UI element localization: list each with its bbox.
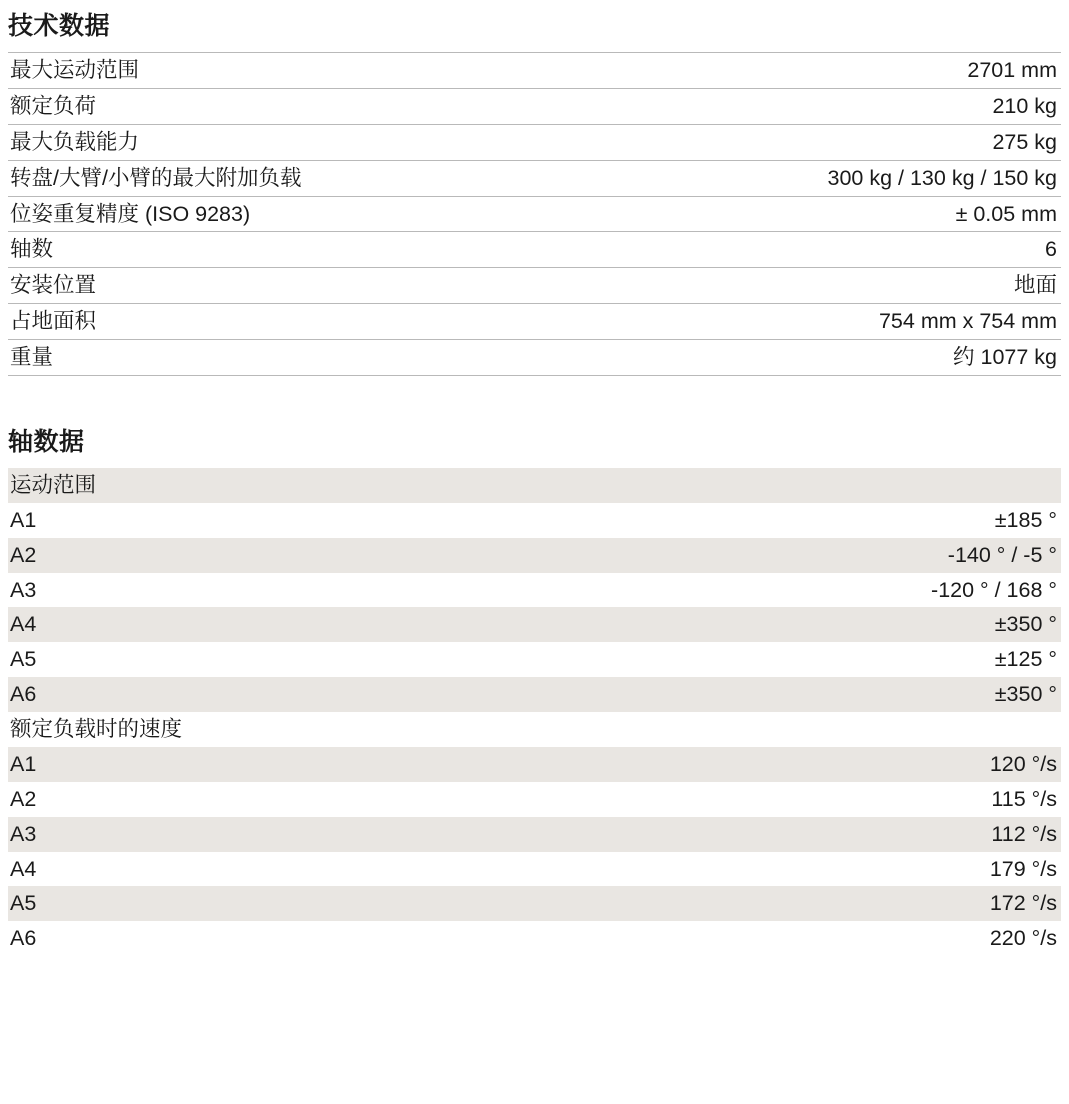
row-label: A5 — [10, 891, 37, 916]
row-label: 轴数 — [10, 237, 54, 262]
row-value: ±185 ° — [994, 507, 1057, 532]
row-label: 位姿重复精度 (ISO 9283) — [10, 201, 251, 226]
row-label: 运动范围 — [10, 472, 97, 497]
row-label: A2 — [10, 542, 37, 567]
row-value — [535, 468, 1062, 503]
row-label: A1 — [10, 751, 37, 776]
table-row-group — [8, 712, 1061, 747]
page-title-technical-data: 技术数据 — [8, 12, 111, 40]
row-label: 占地面积 — [10, 309, 97, 334]
table-row — [8, 886, 1061, 921]
row-label: 额定负荷 — [10, 93, 97, 118]
row-value: 112 °/s — [991, 821, 1057, 846]
row-label: 最大负载能力 — [10, 129, 140, 154]
row-value: ±125 ° — [994, 647, 1057, 672]
row-value: -120 ° / 168 ° — [931, 577, 1057, 602]
table-row — [8, 747, 1061, 782]
table-row — [8, 340, 1061, 376]
table-row — [8, 782, 1061, 817]
table-row — [8, 232, 1061, 268]
table-row — [8, 268, 1061, 304]
table-row — [8, 573, 1061, 608]
table-row — [8, 607, 1061, 642]
row-label: A6 — [10, 926, 37, 951]
axis-data-table — [8, 468, 1061, 956]
row-value: ±350 ° — [994, 682, 1057, 707]
row-value: 754 mm x 754 mm — [878, 309, 1057, 334]
row-value: 120 °/s — [989, 751, 1057, 776]
row-value: -140 ° / -5 ° — [947, 542, 1057, 567]
row-label: A4 — [10, 856, 37, 881]
table-row — [8, 503, 1061, 538]
technical-data-body — [8, 53, 1061, 376]
row-label: 最大运动范围 — [10, 58, 140, 82]
table-row — [8, 677, 1061, 712]
row-label: 安装位置 — [10, 273, 97, 298]
row-value: ±350 ° — [994, 612, 1057, 637]
row-value: 2701 mm — [967, 58, 1057, 82]
row-label: A6 — [10, 682, 37, 707]
row-value: 6 — [1045, 237, 1057, 262]
row-label: 重量 — [10, 345, 54, 369]
row-label: 额定负载时的速度 — [10, 717, 183, 741]
row-value: 约 1077 kg — [953, 345, 1057, 369]
row-label: A3 — [10, 577, 37, 602]
row-value: 172 °/s — [989, 891, 1057, 916]
table-row — [8, 160, 1061, 196]
table-row — [8, 817, 1061, 852]
row-value: 275 kg — [992, 129, 1057, 154]
row-value: 300 kg / 130 kg / 150 kg — [827, 165, 1057, 190]
row-value — [535, 712, 1062, 747]
table-row — [8, 642, 1061, 677]
row-label: A2 — [10, 786, 37, 811]
row-label: A5 — [10, 647, 37, 672]
row-value: 220 °/s — [989, 926, 1057, 951]
technical-data-table — [8, 52, 1061, 376]
axis-data-body — [8, 468, 1061, 956]
table-row — [8, 88, 1061, 124]
table-row — [8, 124, 1061, 160]
table-row-group — [8, 468, 1061, 503]
row-value: 地面 — [1013, 273, 1057, 298]
row-label: A1 — [10, 507, 37, 532]
table-row — [8, 304, 1061, 340]
row-value: 115 °/s — [991, 786, 1057, 811]
row-label: 转盘/大臂/小臂的最大附加负载 — [10, 165, 302, 190]
table-row — [8, 852, 1061, 887]
row-value: ± 0.05 mm — [955, 201, 1057, 226]
page-title-axis-data: 轴数据 — [8, 427, 85, 456]
row-value: 179 °/s — [989, 856, 1057, 881]
table-row — [8, 53, 1061, 89]
table-row — [8, 196, 1061, 232]
table-row — [8, 921, 1061, 956]
row-value: 210 kg — [992, 93, 1057, 118]
row-label: A3 — [10, 821, 37, 846]
row-label: A4 — [10, 612, 37, 637]
table-row — [8, 538, 1061, 573]
